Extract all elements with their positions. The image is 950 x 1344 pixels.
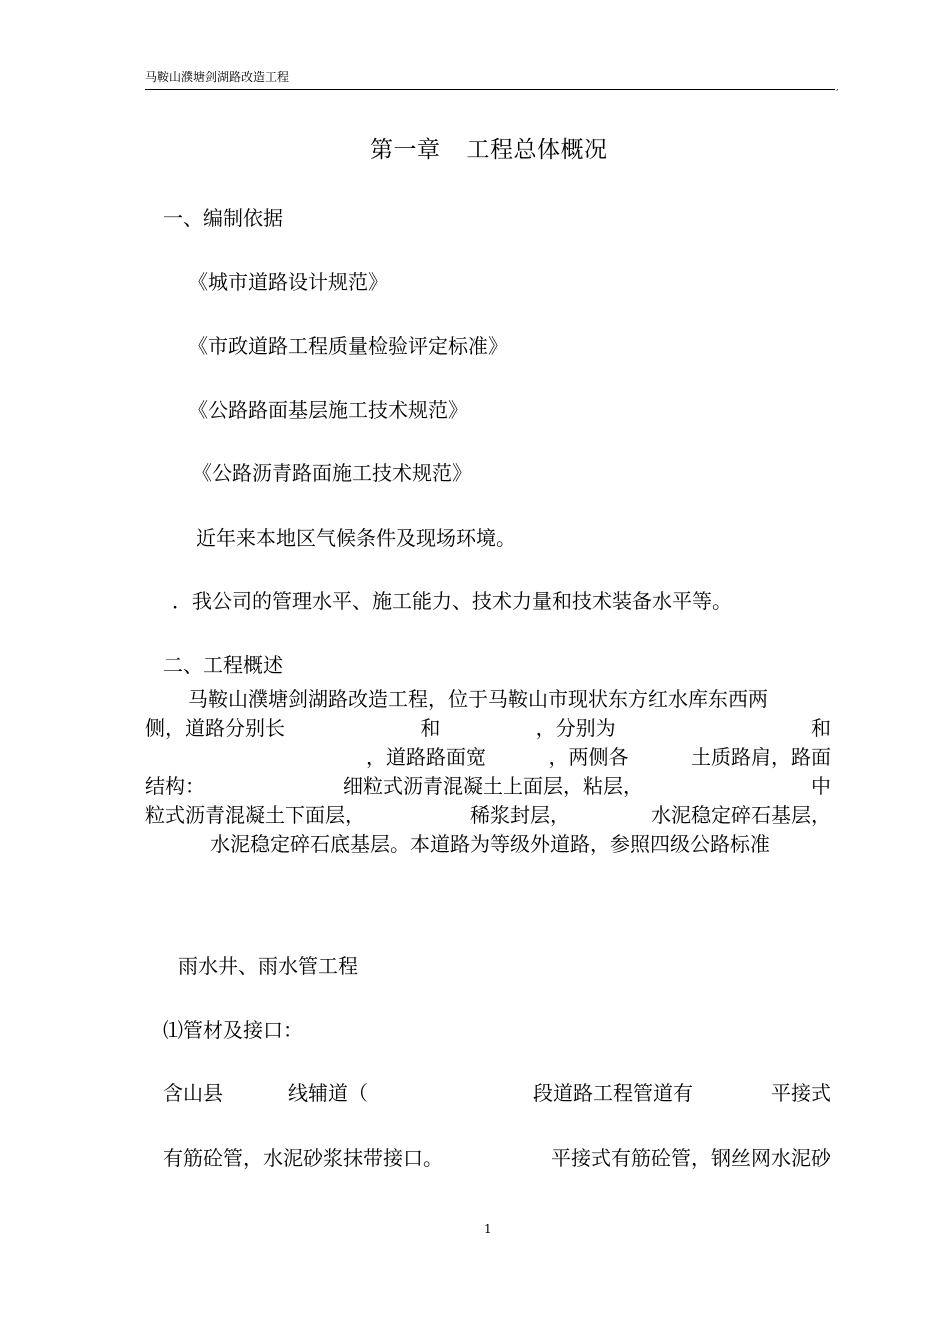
overview-line-5-part-2: 稀浆封层， [470,803,570,827]
overview-line-2-part-3: ，分别为 [535,716,616,740]
header-tick: , [836,83,839,92]
pipe-line-2-part-1: 有筋砼管，水泥砂浆抹带接口。 [163,1146,443,1170]
overview-line-4-part-3: 中 [811,774,831,798]
overview-line-2 [145,718,831,738]
basis-item-2: 《市政道路工程质量检验评定标准》 [188,334,508,358]
overview-line-3-part-2: ，两侧各 [548,745,629,769]
basis-item-4: 《公路沥青路面施工技术规范》 [192,461,472,485]
page-number: 1 [484,1222,492,1236]
pipe-line-1-part-3: 段道路工程管道有 [533,1081,693,1105]
overview-line-6: 水泥稳定碎石底基层。本道路为等级外道路，参照四级公路标准 [210,832,770,856]
overview-line-3 [366,747,831,767]
chapter-title [370,139,608,162]
pipe-line-1-part-2: 线辅道（ [288,1081,368,1105]
overview-line-5-part-1: 粒式沥青混凝土下面层， [145,803,365,827]
pipe-line-2 [163,1148,831,1170]
overview-line-1: 马鞍山濮塘剑湖路改造工程，位于马鞍山市现状东方红水库东西两 [188,687,768,711]
chapter-number: 第一章 [370,137,441,163]
pipe-material-subheading: ⑴管材及接口： [163,1018,303,1042]
basis-item-5: 近年来本地区气候条件及现场环境。 [196,526,516,550]
overview-line-4-part-1: 结构： [145,774,205,798]
section-heading-overview: 二、工程概述 [163,653,283,677]
overview-line-4-part-2: 细粒式沥青混凝土上面层，粘层， [343,774,643,798]
pipe-line-1-part-4: 平接式 [771,1081,831,1105]
chapter-name: 工程总体概况 [466,137,608,163]
overview-line-2-part-2: 和 [420,716,441,740]
overview-line-2-part-1: 侧，道路分别长 [145,716,285,740]
running-header: 马鞍山濮塘剑湖路改造工程 [145,70,290,84]
overview-line-3-part-3: 土质路肩，路面 [691,745,831,769]
basis-item-6: ．我公司的管理水平、施工能力、技术力量和技术装备水平等。 [172,589,732,613]
pipe-line-1-part-1: 含山县 [163,1081,223,1105]
overview-line-2-part-4: 和 [810,716,831,740]
pipe-line-1 [163,1083,831,1105]
header-rule [145,89,835,90]
basis-item-1: 《城市道路设计规范》 [188,270,388,294]
section-heading-stormwater: 雨水井、雨水管工程 [178,954,358,978]
overview-line-3-part-1: ，道路路面宽 [366,745,486,769]
basis-item-3: 《公路路面基层施工技术规范》 [188,398,468,422]
section-heading-basis: 一、编制依据 [163,206,283,230]
pipe-line-2-part-2: 平接式有筋砼管，钢丝网水泥砂 [551,1146,831,1170]
overview-line-5-part-3: 水泥稳定碎石基层， [651,803,831,827]
